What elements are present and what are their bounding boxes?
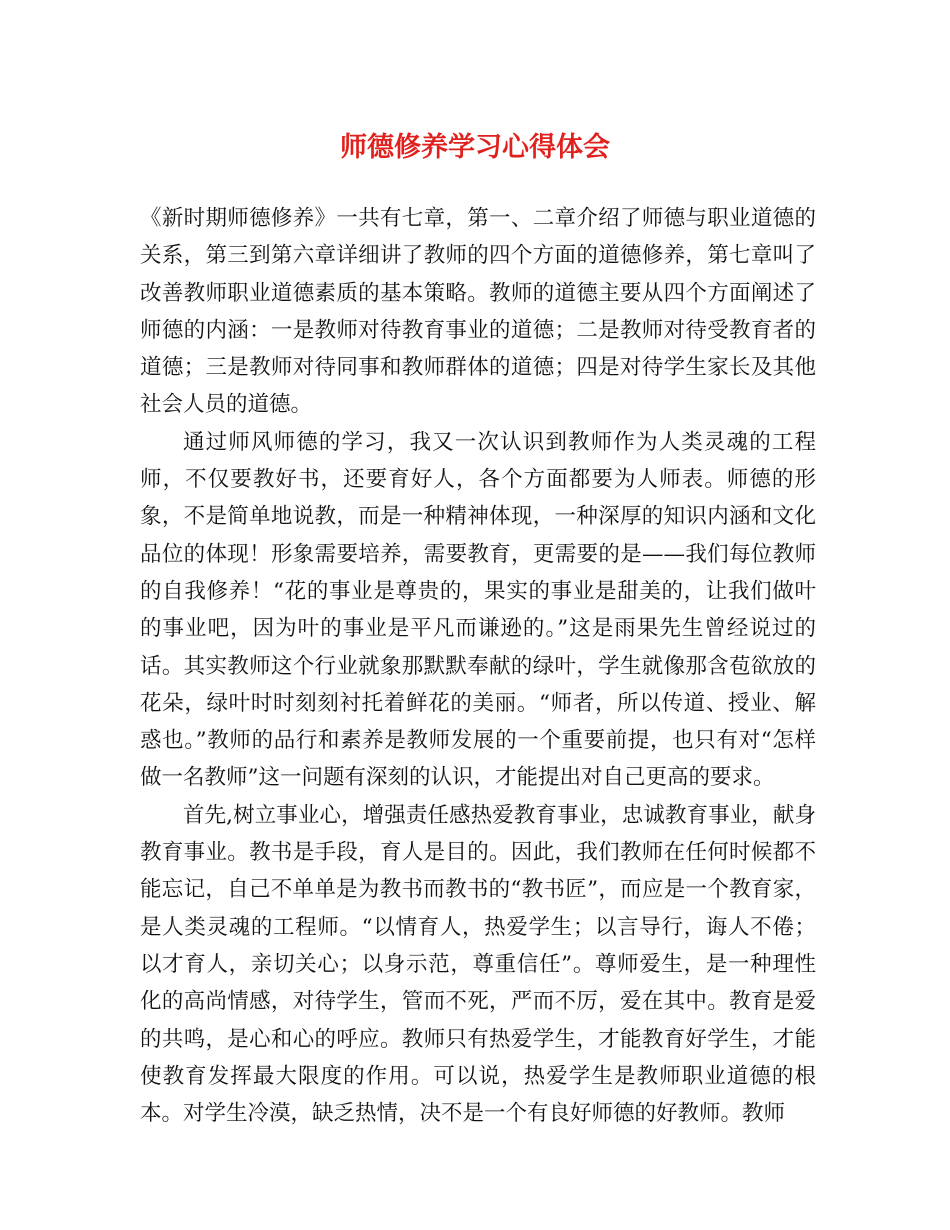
document-title: 师德修养学习心得体会 (340, 132, 610, 163)
paragraph-intro: 《新时期师德修养》一共有七章，第一、二章介绍了师德与职业道德的关系，第三到第六章详细讲了教师的四个方面的道德修养，第七章叫了改善教师职业道德素质的基本策略。教师的道德主要从四个方面阐述了师德的内涵：一是教师对待教育事业的道德；二是教师对待受教育者的道德；三是教师对待同事和教师群体的道德；四是对待学生家长及其他社会人员的道德。 (140, 206, 816, 418)
paragraph-study-reflection: 通过师风师德的学习，我又一次认识到教师作为人类灵魂的工程师，不仅要教好书，还要育好人，各个方面都要为人师表。师德的形象，不是简单地说教，而是一种精神体现，一种深厚的知识内涵和文化品位的体现！形象需要培养，需要教育，更需要的是——我们每位教师的自我修养！“花的事业是尊贵的，果实的事业是甜美的，让我们做叶的事业吧，因为叶的事业是平凡而谦逊的。”这是雨果先生曾经说过的话。其实教师这个行业就象那默默奉献的绿叶，学生就像那含苞欲放的花朵，绿叶时时刻刻衬托着鲜花的美丽。“师者，所以传道、授业、解惑也。”教师的品行和素养是教师发展的一个重要前提，也只有对“怎样做一名教师”这一问题有深刻的认识，才能提出对自己更高的要求。 (140, 429, 816, 791)
document-body (140, 200, 816, 1132)
paragraph-first-point: 首先,树立事业心，增强责任感热爱教育事业，忠诚教育事业，献身教育事业。教书是手段，育人是目的。因此，我们教师在任何时候都不能忘记，自己不单单是为教书而教书的“教书匠”，而应是一个教育家，是人类灵魂的工程师。“以情育人，热爱学生；以言导行，诲人不倦；以才育人，亲切关心；以身示范，尊重信任”。尊师爱生，是一种理性化的高尚情感，对待学生，管而不死，严而不厉，爱在其中。教育是爱的共鸣，是心和心的呼应。教师只有热爱学生，才能教育好学生，才能使教育发挥最大限度的作用。可以说，热爱学生是教师职业道德的根本。对学生冷漠，缺乏热情，决不是一个有良好师德的好教师。教师 (140, 802, 816, 1127)
